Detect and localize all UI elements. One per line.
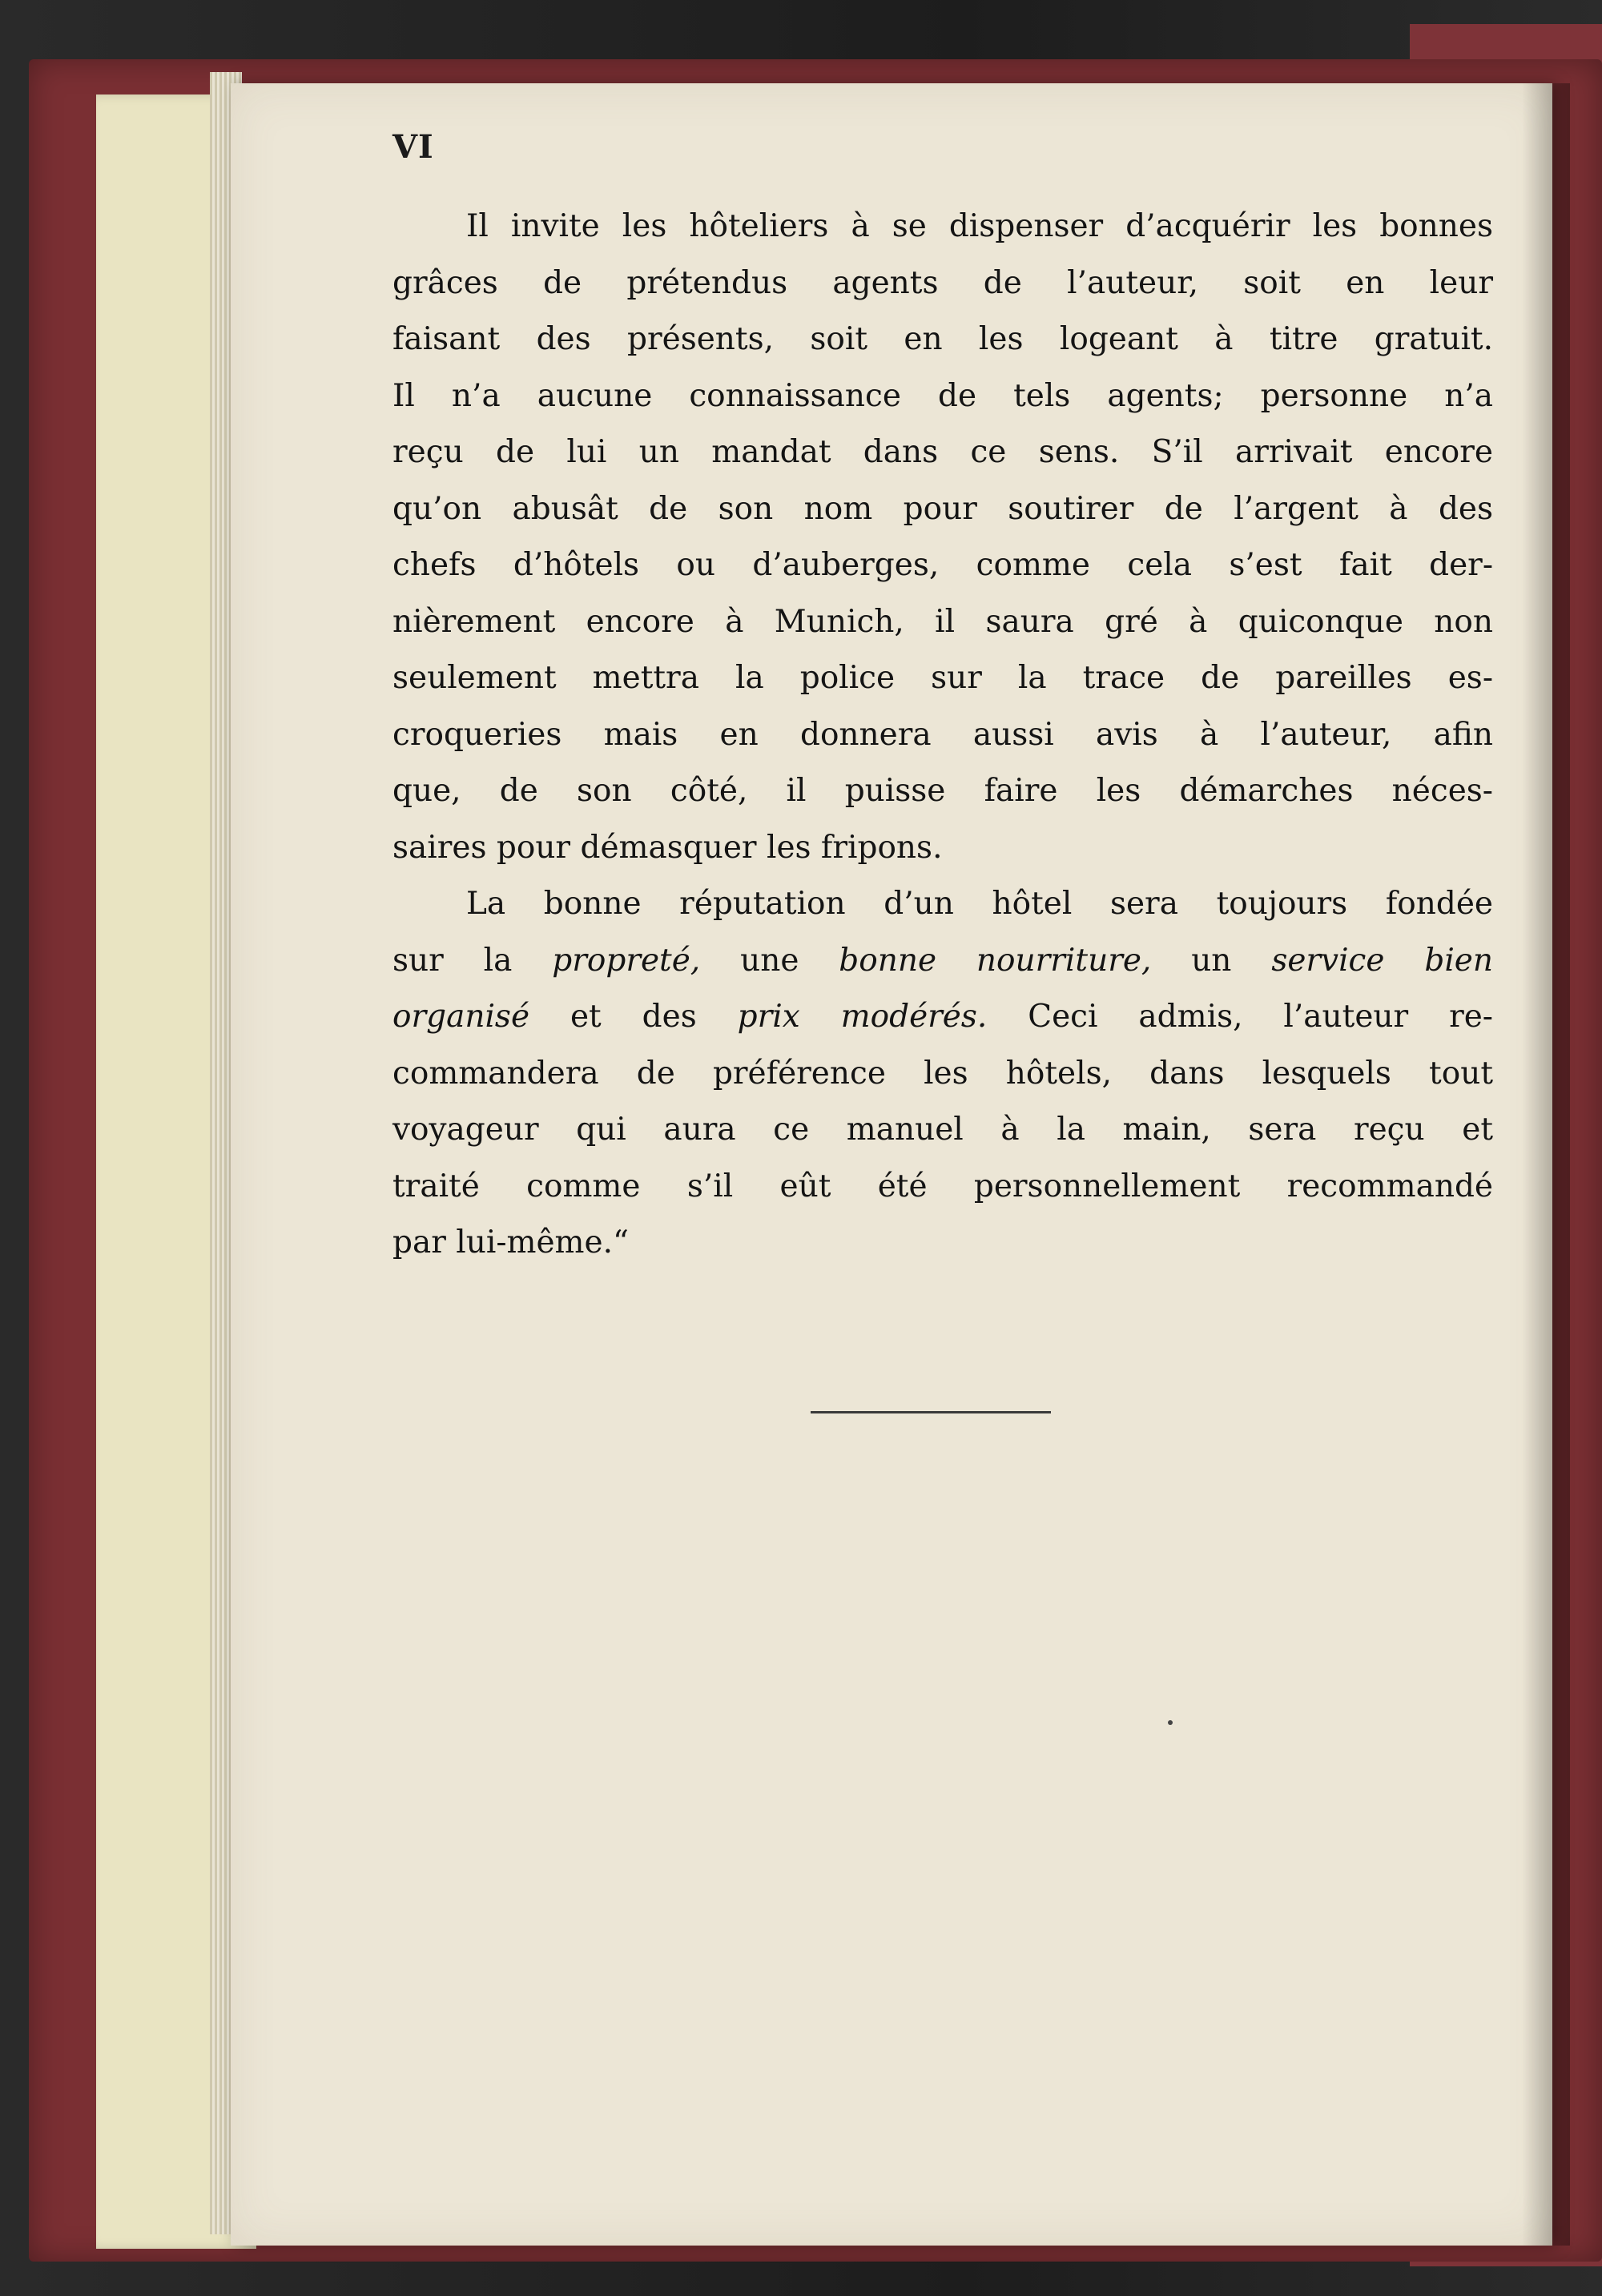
italic-run: propreté, bbox=[552, 942, 701, 979]
text-line: seulement mettra la police sur la trace de pareilles es- bbox=[392, 660, 1493, 696]
text-line: qu’on abusât de son nom pour soutirer de l’argent à des bbox=[392, 490, 1493, 527]
text-run: sur la bbox=[392, 942, 553, 979]
italic-run: prix modérés. bbox=[737, 999, 988, 1035]
paragraph-1 bbox=[392, 199, 1493, 876]
text-line: croqueries mais en donnera aussi avis à l’auteur, afin bbox=[392, 716, 1493, 753]
text-line: que, de son côté, il puisse faire les démarches néces- bbox=[392, 773, 1493, 809]
text-line: commandera de préférence les hôtels, dans lesquels tout bbox=[392, 1055, 1493, 1092]
text-line: saires pour démasquer les fripons. bbox=[392, 829, 943, 866]
text-line: grâces de prétendus agents de l’auteur, soit en leur bbox=[392, 264, 1493, 301]
text-run: une bbox=[700, 942, 839, 979]
text-run: et des bbox=[529, 999, 738, 1035]
gutter-shadow bbox=[1522, 83, 1570, 2246]
page-text bbox=[392, 199, 1493, 1272]
text-run: un bbox=[1151, 942, 1272, 979]
text-line-mixed bbox=[392, 933, 1493, 990]
text-line: Il invite les hôteliers à se dispenser d’acquérir les bonnes bbox=[466, 208, 1493, 244]
section-divider bbox=[811, 1411, 1051, 1413]
ink-speck bbox=[1168, 1720, 1173, 1725]
italic-run: organisé bbox=[392, 999, 530, 1035]
text-line: faisant des présents, soit en les logeant à titre gratuit. bbox=[392, 321, 1493, 357]
text-line: reçu de lui un mandat dans ce sens. S’il arrivait encore bbox=[392, 434, 1493, 470]
italic-run: service bien bbox=[1271, 942, 1493, 979]
text-line: traité comme s’il eût été personnellement recommandé bbox=[392, 1168, 1493, 1204]
text-line-mixed bbox=[392, 989, 1493, 1046]
text-line: La bonne réputation d’un hôtel sera toujours fondée bbox=[466, 886, 1493, 922]
text-run: Ceci admis, l’auteur re- bbox=[987, 999, 1493, 1035]
text-line: par lui-même.“ bbox=[392, 1224, 629, 1261]
text-line: nièrement encore à Munich, il saura gré à quiconque non bbox=[392, 603, 1493, 640]
text-line: voyageur qui aura ce manuel à la main, sera reçu et bbox=[392, 1112, 1493, 1148]
text-line: chefs d’hôtels ou d’auberges, comme cela s’est fait der- bbox=[392, 547, 1493, 583]
italic-run: bonne nourriture, bbox=[839, 942, 1152, 979]
text-line: Il n’a aucune connaissance de tels agents; personne n’a bbox=[392, 377, 1493, 414]
paragraph-2 bbox=[392, 876, 1493, 1272]
page-number: VI bbox=[392, 128, 434, 166]
